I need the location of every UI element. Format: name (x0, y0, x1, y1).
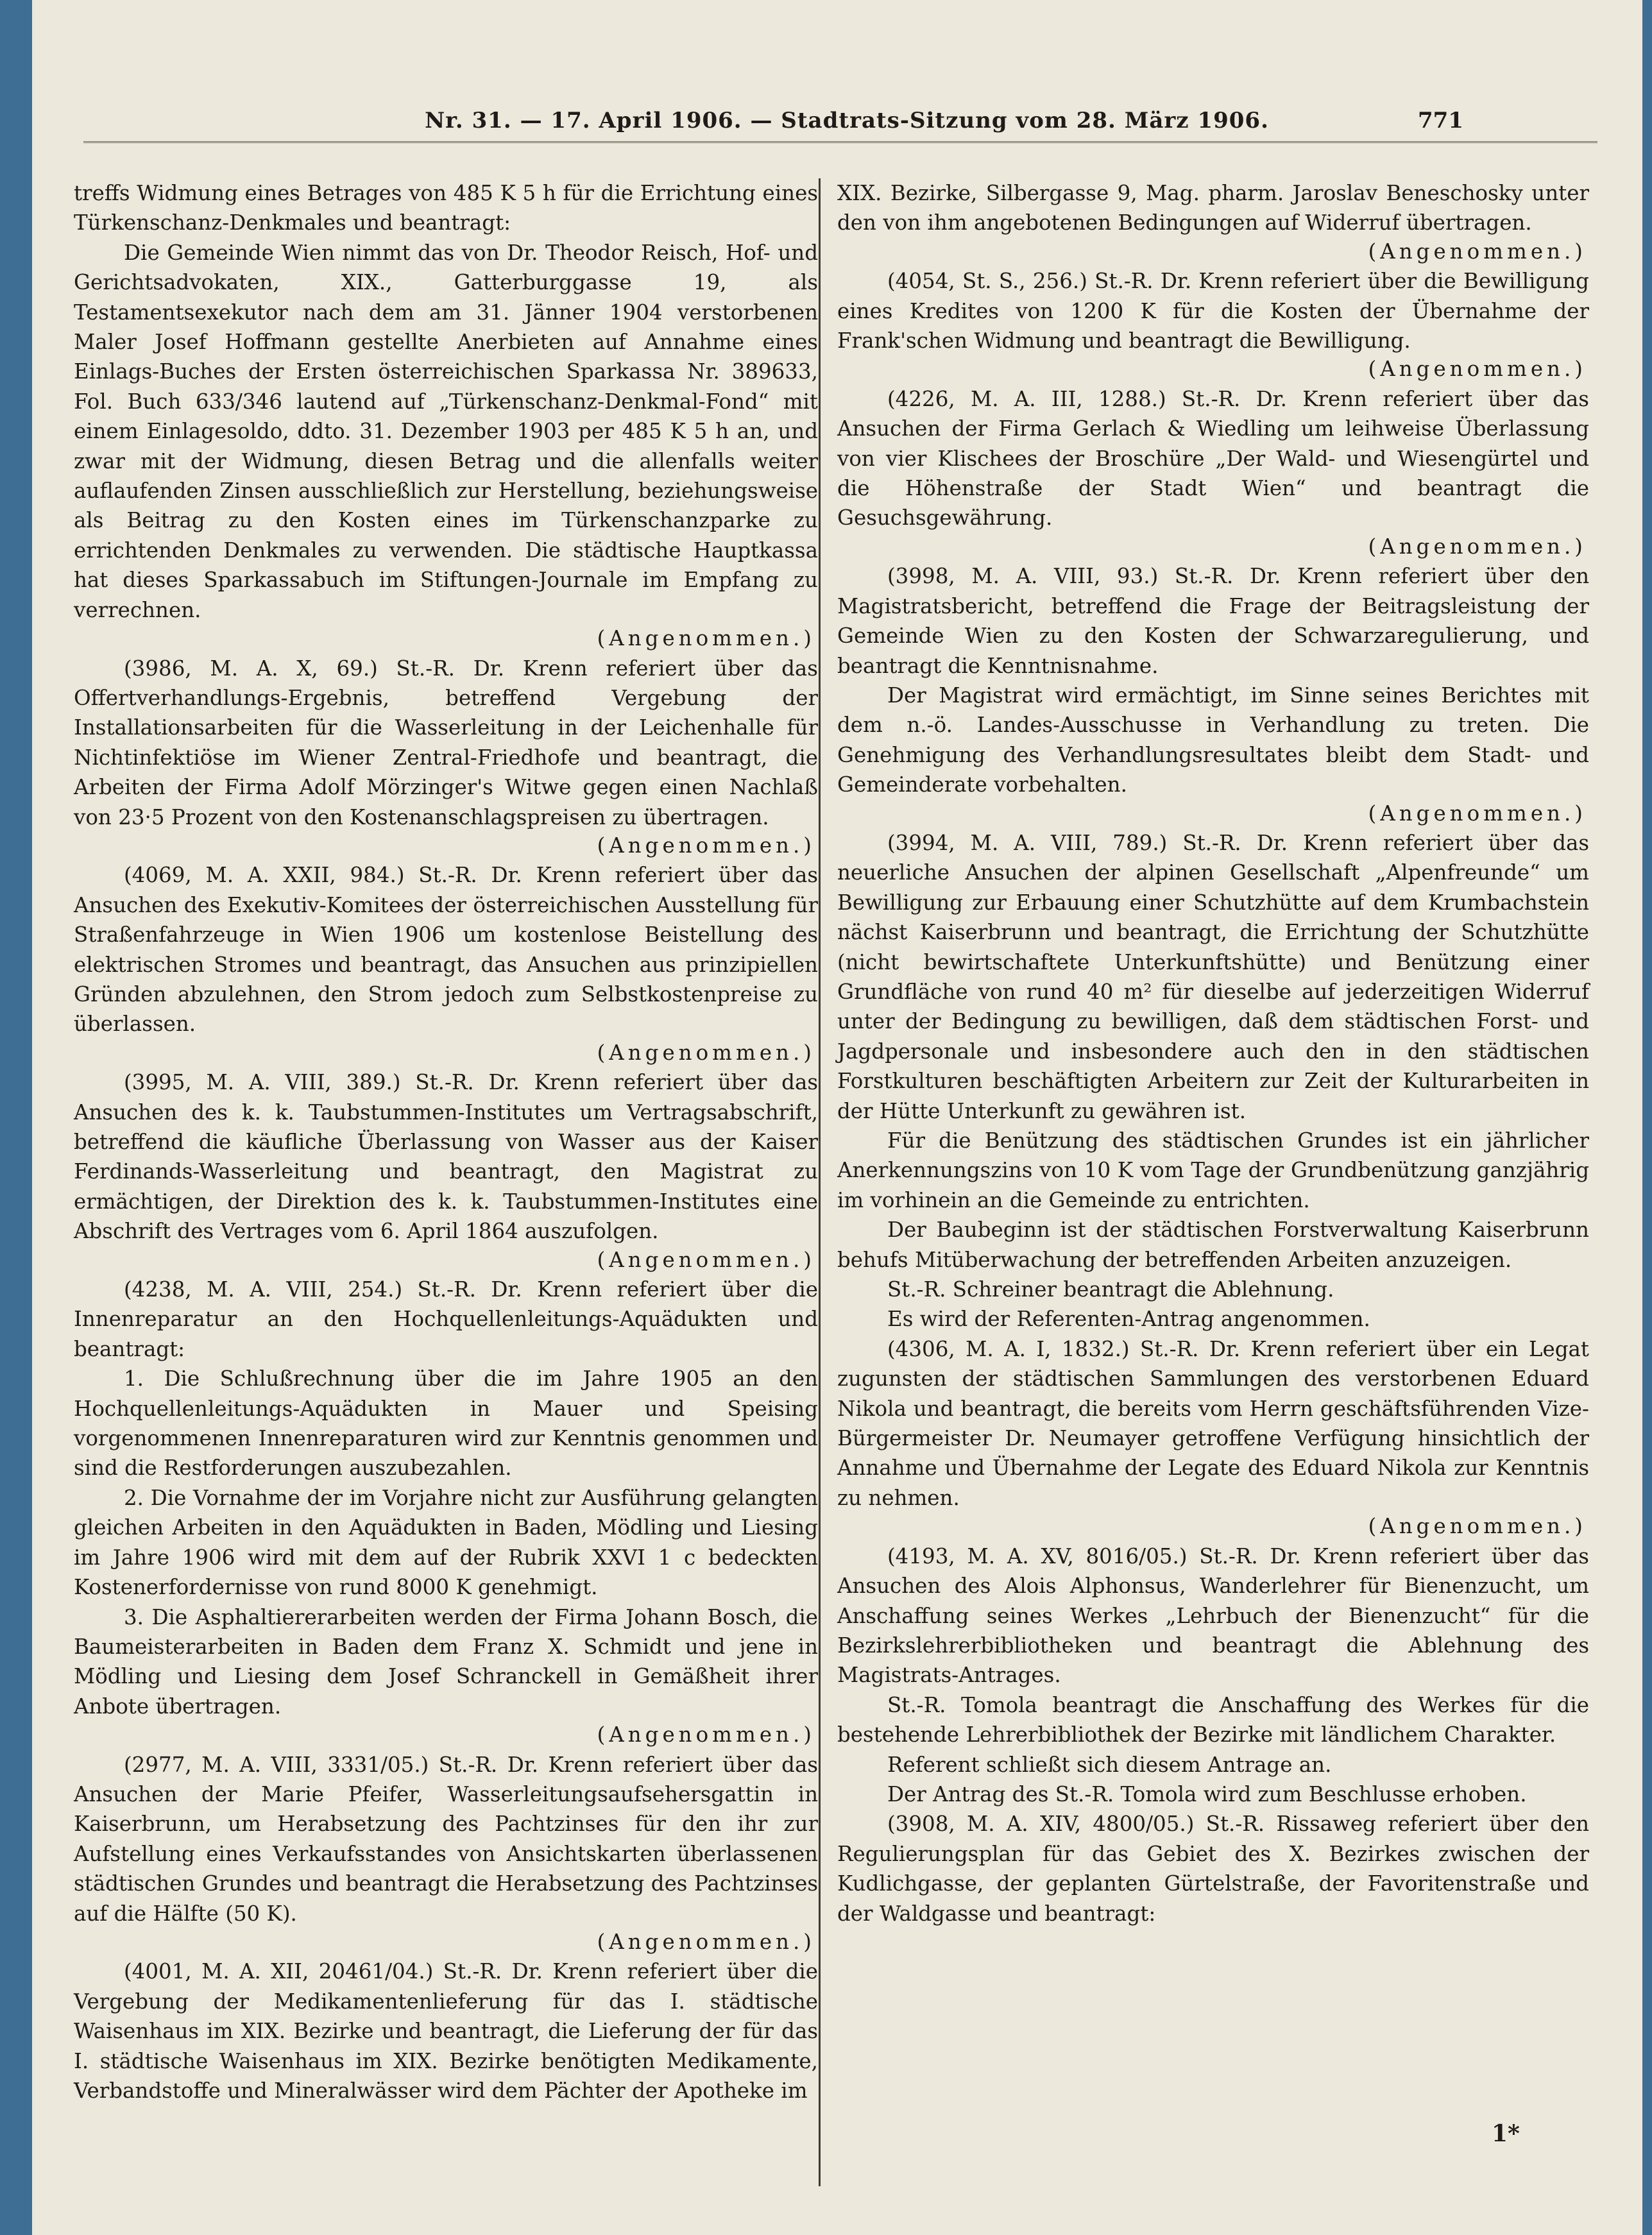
accepted-note: (Angenommen.) (597, 1722, 815, 1747)
paragraph: Der Antrag des St.-R. Tomola wird zum Beschlusse erhoben. (887, 1781, 1527, 1806)
page-header (32, 108, 1642, 146)
paragraph: Referent schließt sich diesem Antrage an. (887, 1752, 1332, 1777)
paragraph: (4238, M. A. VIII, 254.) St.-R. Dr. Krenn referiert über die Innenreparatur an den Hochquellenleitungs-Aquädukten und beantragt: (74, 1277, 818, 1361)
newspaper-page (32, 0, 1642, 2235)
paragraph: (3908, M. A. XIV, 4800/05.) St.-R. Rissaweg referiert über den Regulierungsplan für das Gebiet des X. Bezirkes zwischen der Kudlichgasse, der geplanten Gürtelstraße, der Favoritenstraße und der Waldgasse und beantragt: (837, 1812, 1589, 1926)
accepted-note: (Angenommen.) (597, 1247, 815, 1272)
paragraph: (3994, M. A. VIII, 789.) St.-R. Dr. Krenn referiert über das neuerliche Ansuchen der alpinen Gesellschaft „Alpenfreunde“ um Bewilligung zur Erbauung einer Schutzhütte auf dem Krumbachstein nächst Kaiserbrunn und beantragt, die Errichtung der Schutzhütte (nicht bewirtschaftete Unterkunftshütte) und Benützung einer Grundfläche von rund 40 m² für dieselbe auf jederzeitigen Widerruf unter der Bedingung zu bewilligen, daß dem städtischen Forst- und Jagdpersonale und insbesondere auch den in den städtischen Forstkulturen beschäftigten Arbeitern zur Zeit der Kulturarbeiten in der Hütte Unterkunft zu gewähren ist. (837, 830, 1589, 1123)
page-number: 771 (1418, 108, 1463, 133)
paragraph: (3995, M. A. VIII, 389.) St.-R. Dr. Krenn referiert über das Ansuchen des k. k. Taubstummen-Institutes um Vertragsabschrift, betreffend die käufliche Überlassung von Wasser aus der Kaiser Ferdinands-Wasserleitung und beantragt, den Magistrat zu ermächtigen, der Direktion des k. k. Taubstummen-Institutes eine Abschrift des Vertrages vom 6. April 1864 auszufolgen. (74, 1070, 818, 1244)
accepted-note: (Angenommen.) (1368, 239, 1587, 264)
paragraph: St.-R. Tomola beantragt die Anschaffung des Werkes für die bestehende Lehrerbibliothek der Bezirke mit ländlichem Charakter. (837, 1692, 1589, 1747)
accepted-note: (Angenommen.) (597, 833, 815, 858)
paragraph: Der Magistrat wird ermächtigt, im Sinne seines Berichtes mit dem n.-ö. Landes-Ausschusse in Verhandlung zu treten. Die Genehmigung des Verhandlungsresultates bleibt dem Stadt- und Gemeinderate vorbehalten. (837, 683, 1589, 797)
paragraph: (4054, St. S., 256.) St.-R. Dr. Krenn referiert über die Bewilligung eines Kredites von 1200 K für die Kosten der Übernahme der Frank'schen Widmung und beantragt die Bewilligung. (837, 269, 1589, 353)
accepted-note: (Angenommen.) (1368, 801, 1587, 826)
column-divider (819, 178, 821, 2186)
header-title: Nr. 31. — 17. April 1906. — Stadtrats-Sitzung vom 28. März 1906. (425, 108, 1269, 133)
right-column (837, 178, 1589, 1928)
paragraph: XIX. Bezirke, Silbergasse 9, Mag. pharm. Jaroslav Beneschosky unter den von ihm angebotenen Bedingungen auf Widerruf übertragen. (837, 181, 1589, 235)
paragraph: Der Baubeginn ist der städtischen Forstverwaltung Kaiserbrunn behufs Mitüberwachung der betreffenden Arbeiten anzuzeigen. (837, 1218, 1589, 1272)
paragraph: (4069, M. A. XXII, 984.) St.-R. Dr. Krenn referiert über das Ansuchen des Exekutiv-Komitees der österreichischen Ausstellung für Straßenfahrzeuge in Wien 1906 um kostenlose Beistellung des elektrischen Stromes und beantragt, das Ansuchen aus prinzipiellen Gründen abzulehnen, den Strom jedoch zum Selbstkostenpreise zu überlassen. (74, 863, 818, 1037)
paragraph: 3. Die Asphaltiererarbeiten werden der Firma Johann Bosch, die Baumeisterarbeiten in Baden dem Franz X. Schmidt und jene in Mödling und Liesing dem Josef Schranckell in Gemäßheit ihrer Anbote übertragen. (74, 1604, 818, 1719)
paragraph: (2977, M. A. VIII, 3331/05.) St.-R. Dr. Krenn referiert über das Ansuchen der Marie Pfeifer, Wasserleitungsaufsehersgattin in Kaiserbrunn, um Herabsetzung des Pachtzinses für den ihr zur Aufstellung eines Verkaufsstandes von Ansichtskarten überlassenen städtischen Grundes und beantragt die Herabsetzung des Pachtzinses auf die Hälfte (50 K). (74, 1752, 818, 1926)
paragraph: (3986, M. A. X, 69.) St.-R. Dr. Krenn referiert über das Offertverhandlungs-Ergebnis, betreffend Vergebung der Installationsarbeiten für die Wasserleitung in der Leichenhalle für Nichtinfektiöse im Wiener Zentral-Friedhofe und beantragt, die Arbeiten der Firma Adolf Mörzinger's Witwe gegen einen Nachlaß von 23·5 Prozent von den Kostenanschlagspreisen zu übertragen. (74, 656, 818, 829)
left-column (74, 178, 818, 2105)
paragraph: St.-R. Schreiner beantragt die Ablehnung. (887, 1277, 1334, 1302)
paragraph: 1. Die Schlußrechnung über die im Jahre 1905 an den Hochquellenleitungs-Aquädukten in Mauer und Speising vorgenommenen Innenreparaturen wird zur Kenntnis genommen und sind die Restforderungen auszubezahlen. (74, 1366, 818, 1481)
accepted-note: (Angenommen.) (597, 1929, 815, 1954)
accepted-note: (Angenommen.) (1368, 534, 1587, 559)
paragraph: treffs Widmung eines Betrages von 485 K 5 h für die Errichtung eines Türkenschanz-Denkmales und beantragt: (74, 181, 818, 235)
header-rule (83, 141, 1597, 147)
paragraph: Es wird der Referenten-Antrag angenommen. (887, 1307, 1370, 1332)
accepted-note: (Angenommen.) (597, 626, 815, 651)
paragraph: (3998, M. A. VIII, 93.) St.-R. Dr. Krenn referiert über den Magistratsbericht, betreffend die Frage der Beitragsleistung der Gemeinde Wien zu den Kosten der Schwarzaregulierung, und beantragt die Kenntnisnahme. (837, 564, 1589, 678)
accepted-note: (Angenommen.) (597, 1040, 815, 1065)
sheet-signature: 1* (1492, 2120, 1520, 2147)
accepted-note: (Angenommen.) (1368, 357, 1587, 382)
paragraph: (4306, M. A. I, 1832.) St.-R. Dr. Krenn referiert über ein Legat zugunsten der städtischen Sammlungen des verstorbenen Eduard Nikola und beantragt, die bereits vom Herrn geschäftsführenden Vize-Bürgermeister Dr. Neumayer getroffene Verfügung hinsichtlich der Annahme und Übernahme der Legate des Eduard Nikola zur Kenntnis zu nehmen. (837, 1336, 1589, 1510)
paragraph: Die Gemeinde Wien nimmt das von Dr. Theodor Reisch, Hof- und Gerichtsadvokaten, XIX., Gatterburggasse 19, als Testamentsexekutor nach dem am 31. Jänner 1904 verstorbenen Maler Josef Hoffmann gestellte Anerbieten auf Annahme eines Einlags-Buches der Ersten österreichischen Sparkassa Nr. 389633, Fol. Buch 633/346 lautend auf „Türkenschanz-Denkmal-Fond“ mit einem Einlagesoldo, ddto. 31. Dezember 1903 per 485 K 5 h an, und zwar mit der Widmung, diesen Betrag und die allenfalls weiter auflaufenden Zinsen ausschließlich zur Herstellung, beziehungsweise als Beitrag zu den Kosten eines im Türkenschanzparke zu errichtenden Denkmales zu verwenden. Die städtische Hauptkassa hat dieses Sparkassabuch im Stiftungen-Journale im Empfang zu verrechnen. (74, 240, 818, 622)
paragraph: (4193, M. A. XV, 8016/05.) St.-R. Dr. Krenn referiert über das Ansuchen des Alois Alphonsus, Wanderlehrer für Bienenzucht, um Anschaffung seines Werkes „Lehrbuch der Bienenzucht“ für die Bezirkslehrerbibliotheken und beantragt die Ablehnung des Magistrats-Antrages. (837, 1543, 1589, 1688)
paragraph: Für die Benützung des städtischen Grundes ist ein jährlicher Anerkennungszins von 10 K vom Tage der Grundbenützung ganzjährig im vorhinein an die Gemeinde zu entrichten. (837, 1128, 1589, 1212)
accepted-note: (Angenommen.) (1368, 1514, 1587, 1539)
paragraph: 2. Die Vornahme der im Vorjahre nicht zur Ausführung gelangten gleichen Arbeiten in den Aquädukten in Baden, Mödling und Liesing im Jahre 1906 wird mit dem auf der Rubrik XXVI 1 c bedeckten Kostenerfordernisse von rund 8000 K genehmigt. (74, 1485, 818, 1600)
paragraph: (4226, M. A. III, 1288.) St.-R. Dr. Krenn referiert über das Ansuchen der Firma Gerlach & Wiedling um leihweise Überlassung von vier Klischees der Broschüre „Der Wald- und Wiesengürtel und die Höhenstraße der Stadt Wien“ und beantragt die Gesuchsgewährung. (837, 386, 1589, 531)
paragraph: (4001, M. A. XII, 20461/04.) St.-R. Dr. Krenn referiert über die Vergebung der Medikamentenlieferung für das I. städtische Waisenhaus im XIX. Bezirke und beantragt, die Lieferung der für das I. städtische Waisenhaus im XIX. Bezirke benötigten Medikamente, Verbandstoffe und Mineralwässer wird dem Pächter der Apotheke im (74, 1959, 818, 2103)
